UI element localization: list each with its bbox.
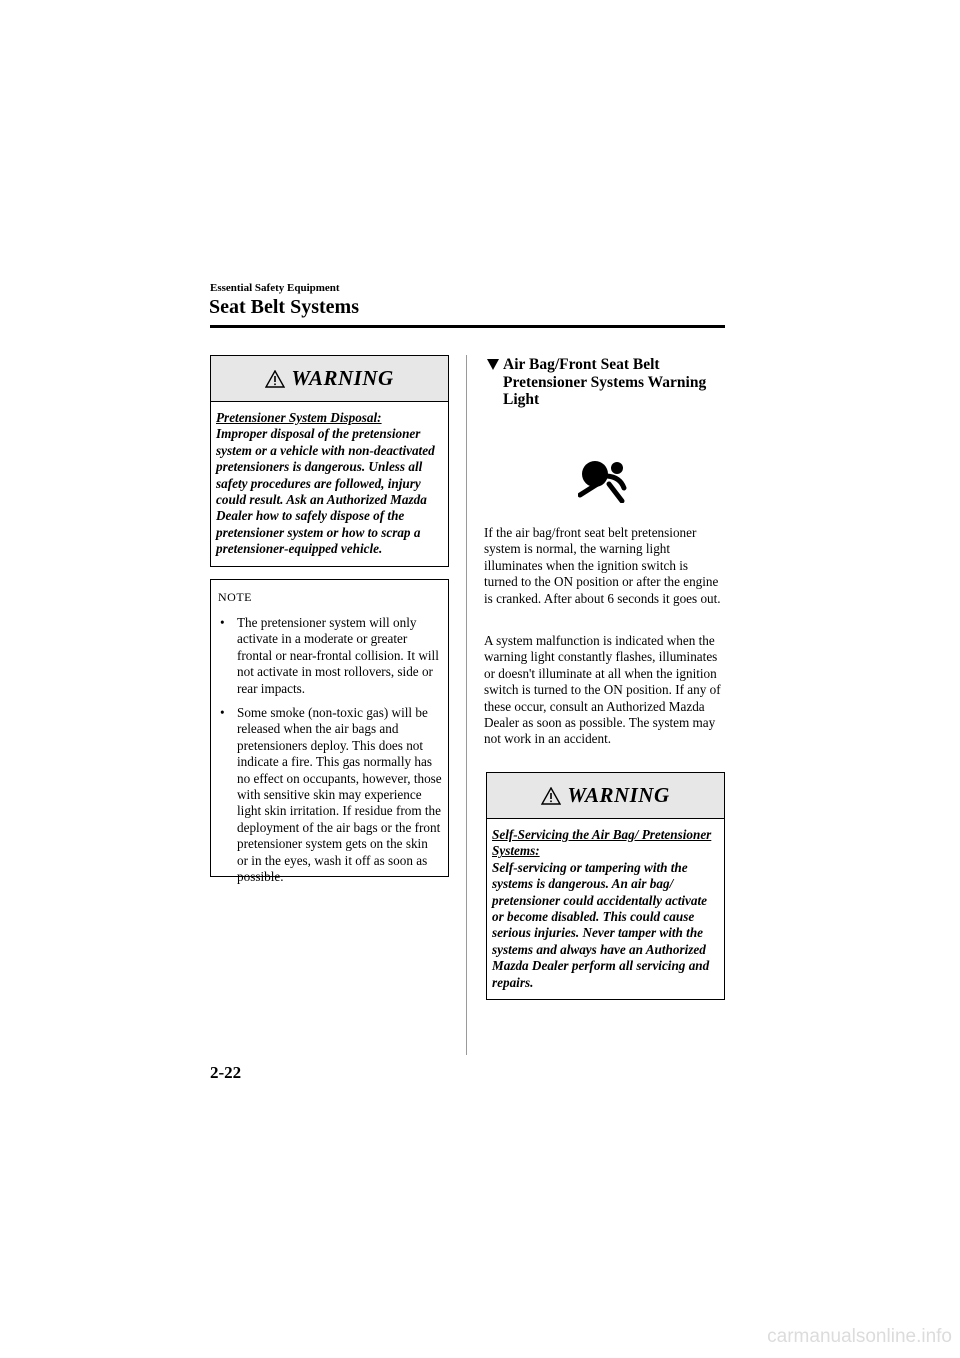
paragraph: If the air bag/front seat belt pretensioner system is normal, the warning light illuminates when the ignition switch is turned to the ON position or after the engine is cranked. After about 6 seconds it goes out. [484, 525, 721, 606]
airbag-warning-icon [578, 459, 632, 503]
triangle-marker-icon [487, 359, 499, 370]
warning-body [211, 402, 448, 566]
subheading [487, 356, 743, 409]
paragraph: A system malfunction is indicated when the warning light constantly flashes, illuminates or doesn't illuminate at all when the ignition switch is turned to the ON position. If any of these occur, consult an Authorized Mazda Dealer as soon as possible. The system may not work in an accident. [484, 633, 721, 747]
note-item: • Some smoke (non-toxic gas) will be released when the air bags and pretensioners deploy. This does not indicate a fire. This gas normally has no effect on occupants, however, those with sensitive skin may experience light skin irritation. If residue from the deployment of the air bags or the front pretensioner system gets on the skin or in the eyes, wash it off as soon as possible. [217, 705, 442, 885]
warning-header [211, 356, 448, 402]
page-number: 2-22 [210, 1063, 242, 1082]
note-box [210, 579, 449, 885]
warning-triangle-icon [265, 370, 285, 388]
warning-label: WARNING [291, 366, 394, 390]
warning-triangle-icon [541, 787, 561, 805]
column-divider [466, 355, 467, 1055]
warning-body [487, 819, 724, 999]
note-list [211, 605, 448, 902]
warning-header [487, 773, 724, 819]
warning-heading: Self-Servicing the Air Bag/ Pretensioner Systems: [492, 827, 712, 859]
note-item: • The pretensioner system will only activate in a moderate or greater frontal or near-frontal collision. It will not activate in most rollovers, side or rear impacts. [217, 615, 442, 697]
warning-box-disposal [210, 355, 449, 567]
subheading-text: Air Bag/Front Seat Belt Pretensioner Systems Warning Light [503, 356, 707, 408]
warning-text: Self-servicing or tampering with the systems is dangerous. An air bag/ pretensioner could accidentally activate or become disabled. This could cause serious injuries. Never tamper with the systems and always have an Authorized Mazda Dealer perform all servicing and repairs. [492, 859, 710, 990]
warning-box-self-servicing [486, 772, 725, 1000]
note-title: NOTE [218, 590, 252, 604]
watermark: carmanualsonline.info [767, 1326, 952, 1347]
warning-text: Improper disposal of the pretensioner system or a vehicle with non-deactivated pretensioners is dangerous. Unless all safety procedures are followed, injury could result. Ask an Authorized Mazda Dealer how to safely dispose of the pretensioner system or how to scrap a pretensioner-equipped vehicle. [216, 426, 435, 557]
title-rule [210, 325, 725, 328]
warning-heading: Pretensioner System Disposal: [216, 410, 382, 425]
section-label: Essential Safety Equipment [210, 282, 340, 294]
page-title: Seat Belt Systems [209, 296, 359, 318]
warning-label: WARNING [567, 783, 670, 807]
